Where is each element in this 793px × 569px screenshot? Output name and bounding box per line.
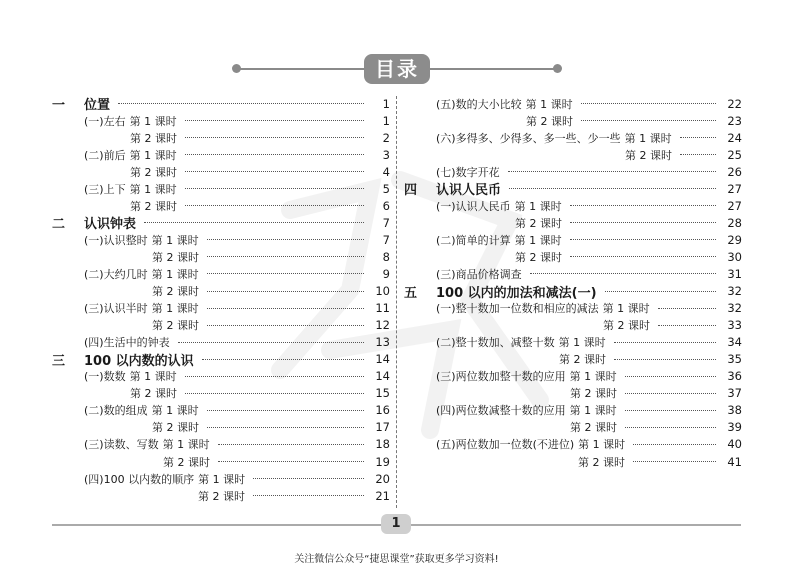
toc-section-row[interactable] bbox=[52, 402, 390, 419]
page-number: 1 bbox=[382, 113, 390, 128]
page-number: 35 bbox=[727, 352, 742, 367]
chapter-number: 一 bbox=[52, 98, 66, 114]
page-number: 18 bbox=[375, 437, 390, 452]
dot-leader bbox=[625, 376, 716, 377]
toc-section-row[interactable] bbox=[52, 231, 390, 248]
toc-section-row[interactable] bbox=[404, 95, 742, 112]
dot-leader bbox=[253, 478, 364, 479]
lesson-label: 第 1 课时 bbox=[151, 404, 199, 418]
section-title: (二)数的组成 bbox=[84, 404, 148, 418]
dot-leader bbox=[218, 444, 364, 445]
page-number: 3 bbox=[382, 147, 390, 162]
dot-leader bbox=[178, 342, 364, 343]
lesson-label: 第 1 课时 bbox=[514, 199, 562, 213]
lesson-label: 第 2 课时 bbox=[570, 421, 617, 435]
chapter-number: 二 bbox=[52, 217, 66, 233]
lesson-label: 第 2 课时 bbox=[130, 199, 177, 213]
dot-leader bbox=[185, 154, 364, 155]
section-title: (五)两位数加一位数(不进位) bbox=[436, 438, 575, 452]
toc-section-row[interactable] bbox=[52, 368, 390, 385]
dot-leader bbox=[605, 291, 716, 292]
dot-leader bbox=[218, 461, 364, 462]
dot-leader bbox=[570, 205, 716, 206]
toc-section-row[interactable] bbox=[52, 146, 390, 163]
page-number: 39 bbox=[727, 420, 742, 435]
page-number: 2 bbox=[382, 130, 390, 145]
lesson-label: 第 2 课时 bbox=[570, 387, 617, 401]
toc-section-row[interactable] bbox=[52, 265, 390, 282]
toc-section-row[interactable] bbox=[404, 129, 742, 146]
page-number: 41 bbox=[727, 454, 742, 469]
section-title: (二)大约几时 bbox=[84, 267, 148, 281]
dot-leader bbox=[207, 308, 364, 309]
section-title: (一)认识整时 bbox=[84, 233, 148, 247]
section-title: (一)整十数加一位数和相应的减法 bbox=[436, 302, 599, 316]
toc-lesson-row[interactable] bbox=[404, 214, 742, 231]
toc-lesson-row[interactable] bbox=[404, 112, 742, 129]
toc-section-row[interactable] bbox=[404, 197, 742, 214]
toc-lesson-row[interactable] bbox=[52, 317, 390, 334]
dot-leader bbox=[118, 103, 364, 104]
dot-leader bbox=[185, 205, 364, 206]
dot-leader bbox=[658, 325, 716, 326]
toc-lesson-row[interactable] bbox=[52, 248, 390, 265]
toc-lesson-row[interactable] bbox=[52, 385, 390, 402]
dot-leader bbox=[680, 154, 716, 155]
lesson-label: 第 2 课时 bbox=[515, 250, 562, 264]
lesson-label: 第 2 课时 bbox=[152, 285, 199, 299]
lesson-label: 第 1 课时 bbox=[129, 114, 177, 128]
page-number: 17 bbox=[375, 420, 390, 435]
page-number: 7 bbox=[382, 232, 390, 247]
dot-leader bbox=[625, 427, 716, 428]
toc-section-row[interactable] bbox=[404, 334, 742, 351]
page-number: 26 bbox=[727, 164, 742, 179]
section-title: (五)数的大小比较 bbox=[436, 97, 522, 111]
lesson-label: 第 2 课时 bbox=[625, 148, 672, 162]
dot-leader bbox=[625, 410, 716, 411]
dot-leader bbox=[207, 239, 364, 240]
page-number: 1 bbox=[382, 96, 390, 111]
toc-lesson-row[interactable] bbox=[404, 248, 742, 265]
section-title: (四)生活中的钟表 bbox=[84, 336, 170, 350]
toc-chapter-row[interactable] bbox=[52, 214, 390, 231]
lesson-label: 第 2 课时 bbox=[130, 387, 177, 401]
page-number: 32 bbox=[727, 301, 742, 316]
toc-lesson-row[interactable] bbox=[52, 163, 390, 180]
toc-chapter-row[interactable] bbox=[52, 351, 390, 368]
page-number: 29 bbox=[727, 232, 742, 247]
dot-leader bbox=[185, 171, 364, 172]
toc-section-row[interactable] bbox=[52, 470, 390, 487]
toc-section-row[interactable] bbox=[404, 368, 742, 385]
toc-section-row[interactable] bbox=[404, 402, 742, 419]
column-divider bbox=[396, 96, 397, 508]
toc-chapter-row[interactable] bbox=[404, 180, 742, 197]
page-number: 7 bbox=[382, 215, 390, 230]
lesson-label: 第 2 课时 bbox=[603, 319, 650, 333]
lesson-label: 第 1 课时 bbox=[151, 267, 199, 281]
page-number: 16 bbox=[375, 403, 390, 418]
lesson-label: 第 1 课时 bbox=[162, 438, 210, 452]
lesson-label: 第 1 课时 bbox=[151, 233, 199, 247]
toc-section-row[interactable] bbox=[404, 300, 742, 317]
chapter-number: 三 bbox=[52, 353, 66, 369]
toc-lesson-row[interactable] bbox=[404, 317, 742, 334]
page-number: 22 bbox=[727, 96, 742, 111]
toc-right-column bbox=[404, 95, 742, 470]
toc-section-row[interactable] bbox=[52, 334, 390, 351]
toc-lesson-row[interactable] bbox=[404, 351, 742, 368]
dot-leader bbox=[625, 393, 716, 394]
lesson-label: 第 2 课时 bbox=[163, 455, 210, 469]
toc-chapter-row[interactable] bbox=[404, 283, 742, 300]
lesson-label: 第 2 课时 bbox=[559, 353, 606, 367]
page-number: 27 bbox=[727, 198, 742, 213]
lesson-label: 第 1 课时 bbox=[151, 302, 199, 316]
section-title: (二)整十数加、减整十数 bbox=[436, 336, 555, 350]
dot-leader bbox=[614, 342, 716, 343]
title-bar bbox=[232, 52, 562, 86]
dot-leader bbox=[207, 291, 364, 292]
dot-leader bbox=[633, 444, 716, 445]
page-number: 28 bbox=[727, 215, 742, 230]
toc-section-row[interactable] bbox=[404, 265, 742, 282]
toc-section-row[interactable] bbox=[52, 112, 390, 129]
page-number: 11 bbox=[375, 301, 390, 316]
dot-leader bbox=[633, 461, 716, 462]
chapter-number: 五 bbox=[404, 285, 418, 301]
toc-lesson-row[interactable] bbox=[52, 129, 390, 146]
page-number: 38 bbox=[727, 403, 742, 418]
dot-leader bbox=[658, 308, 716, 309]
toc-lesson-row[interactable] bbox=[404, 419, 742, 436]
section-title: (四)两位数减整十数的应用 bbox=[436, 404, 566, 418]
toc-lesson-row[interactable] bbox=[404, 385, 742, 402]
dot-leader bbox=[207, 256, 364, 257]
section-title: (一)认识人民币 bbox=[436, 199, 511, 213]
page-number: 24 bbox=[727, 130, 742, 145]
page-number: 23 bbox=[727, 113, 742, 128]
page-number: 4 bbox=[382, 164, 390, 179]
section-title: (三)认识半时 bbox=[84, 302, 148, 316]
toc-section-row[interactable] bbox=[404, 163, 742, 180]
toc-lesson-row[interactable] bbox=[52, 283, 390, 300]
section-title: (一)数数 bbox=[84, 370, 126, 384]
lesson-label: 第 2 课时 bbox=[130, 165, 177, 179]
chapter-title: 100 以内的加法和减法(一) bbox=[436, 285, 597, 301]
dot-leader bbox=[530, 273, 716, 274]
toc-section-row[interactable] bbox=[404, 436, 742, 453]
dot-leader bbox=[508, 171, 716, 172]
chapter-title: 100 以内数的认识 bbox=[84, 353, 194, 369]
chapter-title: 位置 bbox=[84, 98, 111, 114]
toc-left-column bbox=[52, 95, 390, 504]
lesson-label: 第 2 课时 bbox=[130, 131, 177, 145]
dot-leader bbox=[202, 359, 364, 360]
toc-lesson-row[interactable] bbox=[52, 419, 390, 436]
lesson-label: 第 1 课时 bbox=[129, 182, 177, 196]
page-number: 30 bbox=[727, 249, 742, 264]
chapter-number: 四 bbox=[404, 183, 418, 199]
dot-leader bbox=[185, 188, 364, 189]
page-number: 20 bbox=[375, 471, 390, 486]
dot-leader bbox=[570, 256, 716, 257]
lesson-label: 第 2 课时 bbox=[198, 489, 245, 503]
lesson-label: 第 1 课时 bbox=[198, 472, 246, 486]
dot-leader bbox=[207, 427, 364, 428]
page-number: 19 bbox=[375, 454, 390, 469]
toc-section-row[interactable] bbox=[52, 180, 390, 197]
dot-leader bbox=[185, 376, 364, 377]
page-title: 目录 bbox=[364, 54, 430, 84]
section-title: (七)数字开花 bbox=[436, 165, 500, 179]
page-number: 27 bbox=[727, 181, 742, 196]
dot-leader bbox=[570, 239, 716, 240]
page-number: 6 bbox=[382, 198, 390, 213]
lesson-label: 第 1 课时 bbox=[578, 438, 626, 452]
page-number: 33 bbox=[727, 318, 742, 333]
page-number: 25 bbox=[727, 147, 742, 162]
lesson-label: 第 1 课时 bbox=[602, 302, 650, 316]
dot-leader bbox=[207, 410, 364, 411]
lesson-label: 第 1 课时 bbox=[558, 336, 606, 350]
page-number: 5 bbox=[382, 181, 390, 196]
lesson-label: 第 1 课时 bbox=[514, 233, 562, 247]
section-title: (六)多得多、少得多、多一些、少一些 bbox=[436, 131, 621, 145]
section-title: (三)读数、写数 bbox=[84, 438, 159, 452]
toc-section-row[interactable] bbox=[404, 231, 742, 248]
title-left-dot bbox=[232, 64, 241, 73]
page-number-badge: 1 bbox=[381, 514, 411, 534]
dot-leader bbox=[509, 188, 716, 189]
footer-note: 关注微信公众号“捷思课堂”获取更多学习资料! bbox=[294, 554, 499, 565]
lesson-label: 第 1 课时 bbox=[624, 131, 672, 145]
lesson-label: 第 1 课时 bbox=[129, 370, 177, 384]
page-number: 21 bbox=[375, 488, 390, 503]
toc-lesson-row[interactable] bbox=[52, 453, 390, 470]
page-number: 14 bbox=[375, 352, 390, 367]
page-number: 14 bbox=[375, 369, 390, 384]
chapter-title: 认识人民币 bbox=[436, 183, 502, 199]
lesson-label: 第 2 课时 bbox=[152, 319, 199, 333]
section-title: (四)100 以内数的顺序 bbox=[84, 472, 195, 486]
toc-lesson-row[interactable] bbox=[404, 146, 742, 163]
dot-leader bbox=[614, 359, 716, 360]
dot-leader bbox=[570, 222, 716, 223]
lesson-label: 第 2 课时 bbox=[515, 216, 562, 230]
section-title: (二)简单的计算 bbox=[436, 233, 511, 247]
section-title: (三)两位数加整十数的应用 bbox=[436, 370, 566, 384]
toc-lesson-row[interactable] bbox=[52, 487, 390, 504]
section-title: (三)上下 bbox=[84, 182, 126, 196]
dot-leader bbox=[581, 103, 716, 104]
dot-leader bbox=[207, 273, 364, 274]
lesson-label: 第 1 课时 bbox=[569, 404, 617, 418]
page-number: 12 bbox=[375, 318, 390, 333]
title-right-dot bbox=[553, 64, 562, 73]
page-number: 31 bbox=[727, 266, 742, 281]
section-title: (二)前后 bbox=[84, 148, 126, 162]
lesson-label: 第 2 课时 bbox=[578, 455, 625, 469]
lesson-label: 第 2 课时 bbox=[152, 421, 199, 435]
lesson-label: 第 1 课时 bbox=[569, 370, 617, 384]
page-number: 37 bbox=[727, 386, 742, 401]
lesson-label: 第 1 课时 bbox=[129, 148, 177, 162]
toc-section-row[interactable] bbox=[52, 300, 390, 317]
page-number: 36 bbox=[727, 369, 742, 384]
page-number: 13 bbox=[375, 335, 390, 350]
toc-lesson-row[interactable] bbox=[52, 197, 390, 214]
dot-leader bbox=[581, 120, 716, 121]
dot-leader bbox=[144, 222, 364, 223]
chapter-title: 认识钟表 bbox=[84, 217, 137, 233]
page-number: 32 bbox=[727, 284, 742, 299]
section-title: (一)左右 bbox=[84, 114, 126, 128]
dot-leader bbox=[185, 393, 364, 394]
toc-section-row[interactable] bbox=[52, 436, 390, 453]
page-number: 9 bbox=[382, 266, 390, 281]
section-title: (三)商品价格调查 bbox=[436, 267, 522, 281]
lesson-label: 第 2 课时 bbox=[526, 114, 573, 128]
dot-leader bbox=[185, 120, 364, 121]
toc-chapter-row[interactable] bbox=[52, 95, 390, 112]
toc-lesson-row[interactable] bbox=[404, 453, 742, 470]
page-number: 34 bbox=[727, 335, 742, 350]
dot-leader bbox=[185, 137, 364, 138]
dot-leader bbox=[253, 495, 364, 496]
page-number: 10 bbox=[375, 284, 390, 299]
dot-leader bbox=[207, 325, 364, 326]
page-number: 15 bbox=[375, 386, 390, 401]
dot-leader bbox=[680, 137, 716, 138]
lesson-label: 第 2 课时 bbox=[152, 250, 199, 264]
page-number: 40 bbox=[727, 437, 742, 452]
page-number: 8 bbox=[382, 249, 390, 264]
lesson-label: 第 1 课时 bbox=[525, 97, 573, 111]
